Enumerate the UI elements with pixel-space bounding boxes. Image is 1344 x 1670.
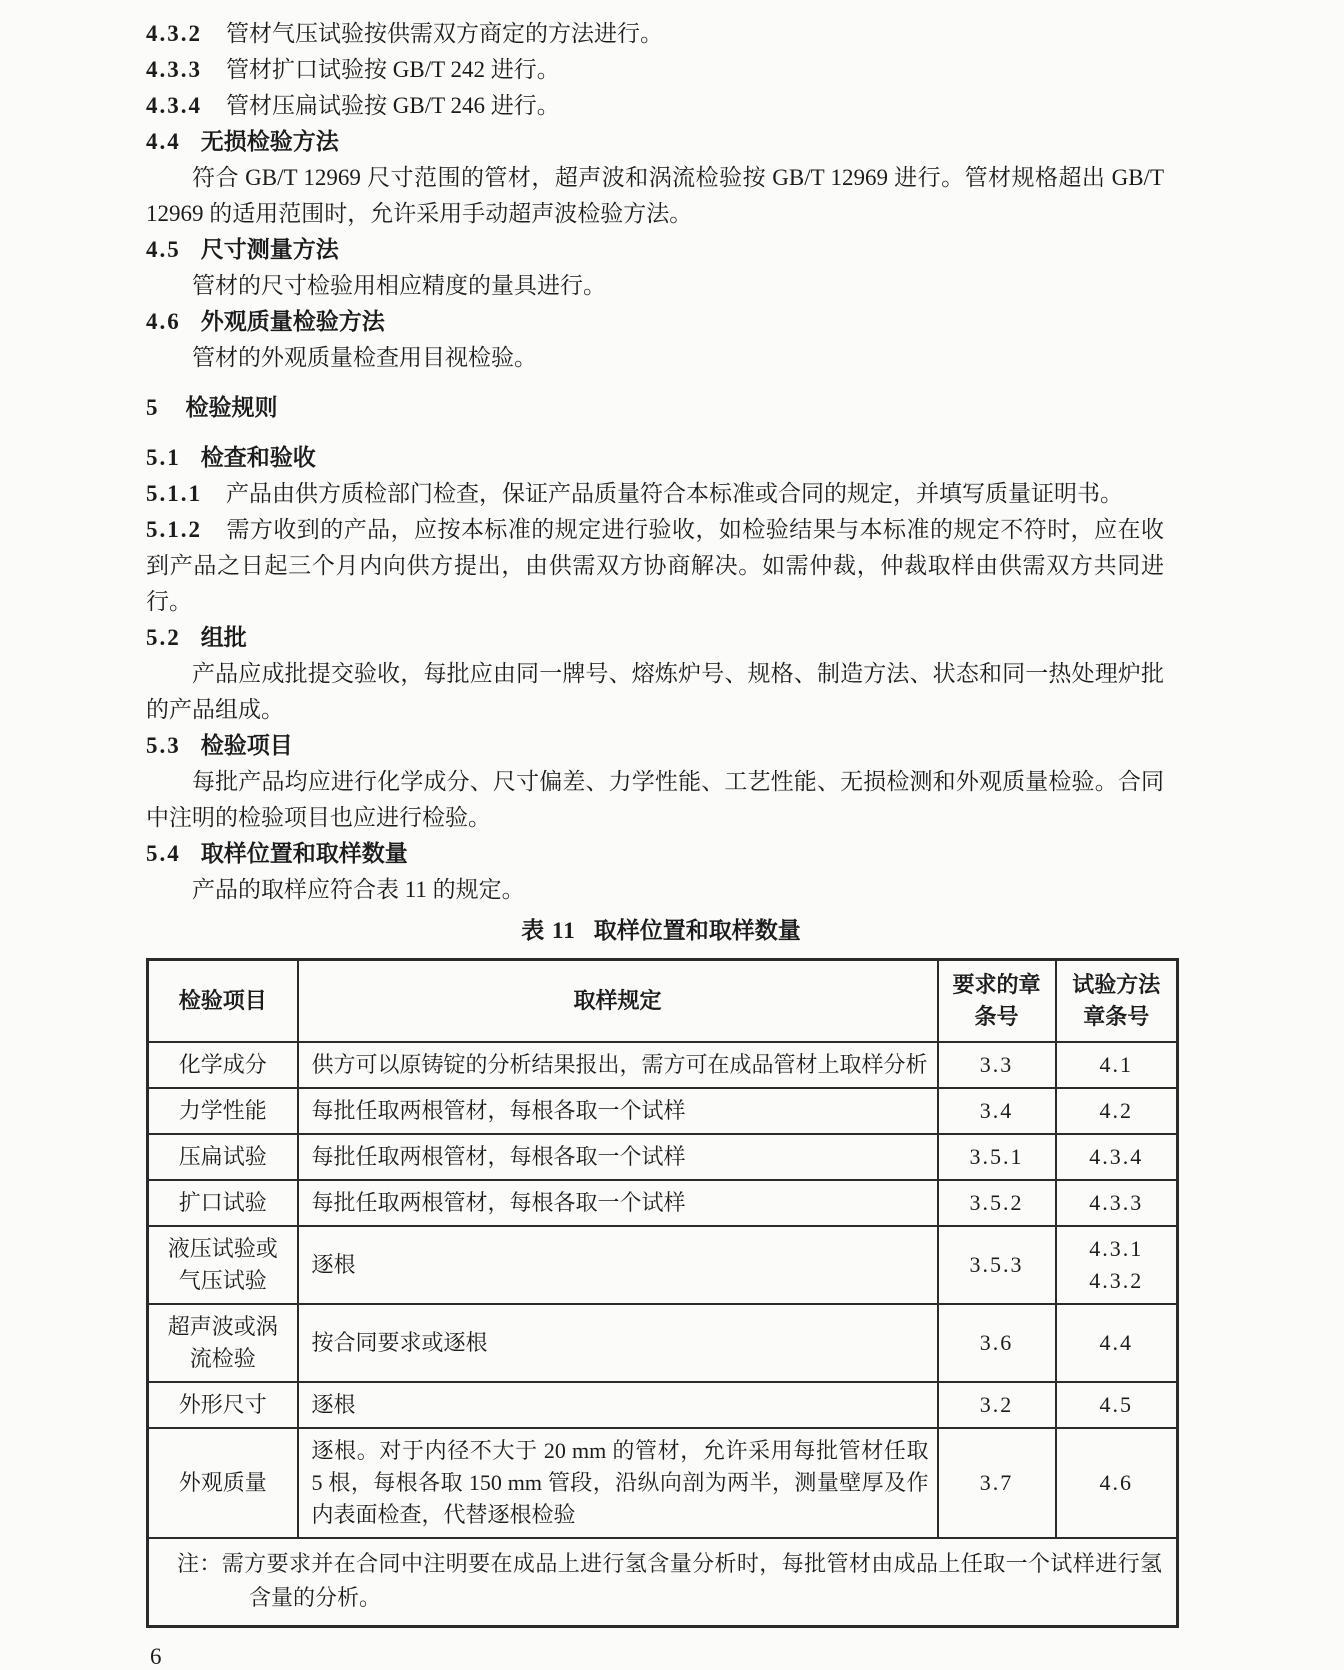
cell-method-line1: 4.3.1 xyxy=(1089,1236,1144,1261)
section-title: 检查和验收 xyxy=(200,445,316,470)
section-title: 检验项目 xyxy=(200,733,293,758)
table-row xyxy=(148,1180,1178,1226)
clause-number: 4.3.3 xyxy=(146,57,202,82)
section-heading-4-6 xyxy=(146,304,1164,340)
cell-item xyxy=(148,1226,298,1304)
clause-number: 4.3.4 xyxy=(146,93,202,118)
section-number: 4.5 xyxy=(146,237,181,262)
section-title: 尺寸测量方法 xyxy=(200,237,339,262)
col-header-method-line1: 试验方法 xyxy=(1072,972,1161,997)
col-header-req-line2: 条号 xyxy=(974,1004,1019,1029)
table-row xyxy=(148,1382,1178,1428)
section-heading-5-4 xyxy=(146,836,1164,872)
cell-method-clause: 4.3.4 xyxy=(1056,1134,1178,1180)
col-header-method-clause xyxy=(1056,960,1178,1043)
cell-item: 力学性能 xyxy=(148,1088,298,1134)
section-number: 4.6 xyxy=(146,309,181,334)
table-label: 表 11 xyxy=(521,918,576,943)
section-heading-5-2 xyxy=(146,620,1164,656)
paragraph-5-3: 每批产品均应进行化学成分、尺寸偏差、力学性能、工艺性能、无损检测和外观质量检验。合同中注明的检验项目也应进行检验。 xyxy=(146,769,1164,830)
section-number: 5.3 xyxy=(146,733,181,758)
paragraph-5-4: 产品的取样应符合表 11 的规定。 xyxy=(192,877,525,902)
cell-item-line2: 气压试验 xyxy=(178,1268,267,1293)
section-heading-5-3 xyxy=(146,728,1164,764)
clause-number: 4.3.2 xyxy=(146,21,202,46)
section-number: 4.4 xyxy=(146,129,181,154)
cell-rule: 按合同要求或逐根 xyxy=(298,1304,938,1382)
cell-rule: 每批任取两根管材，每根各取一个试样 xyxy=(298,1180,938,1226)
section-title: 组批 xyxy=(200,625,247,650)
cell-method-clause: 4.6 xyxy=(1056,1428,1178,1538)
table-row xyxy=(148,1042,1178,1088)
cell-rule: 逐根。对于内径不大于 20 mm 的管材，允许采用每批管材任取 5 根，每根各取 150 mm 管段，沿纵向剖为两半，测量壁厚及作内表面检查，代替逐根检验 xyxy=(298,1428,938,1538)
section-number: 5.4 xyxy=(146,841,181,866)
paragraph-5-2: 产品应成批提交验收，每批应由同一牌号、熔炼炉号、规格、制造方法、状态和同一热处理炉批的产品组成。 xyxy=(146,661,1164,722)
table-note-row xyxy=(148,1538,1178,1627)
chapter-number: 5 xyxy=(146,395,160,420)
col-header-rule: 取样规定 xyxy=(298,960,938,1043)
cell-item: 扩口试验 xyxy=(148,1180,298,1226)
col-header-item: 检验项目 xyxy=(148,960,298,1043)
cell-item: 化学成分 xyxy=(148,1042,298,1088)
table-header-row xyxy=(148,960,1178,1043)
paragraph-4-4: 符合 GB/T 12969 尺寸范围的管材，超声波和涡流检验按 GB/T 12969 进行。管材规格超出 GB/T 12969 的适用范围时，允许采用手动超声波检验方法。 xyxy=(146,165,1164,226)
table-row xyxy=(148,1134,1178,1180)
cell-req-clause: 3.4 xyxy=(938,1088,1056,1134)
clause-number: 5.1.1 xyxy=(146,481,202,506)
clause-5-1-1 xyxy=(146,476,1164,512)
cell-method-clause xyxy=(1056,1226,1178,1304)
cell-req-clause: 3.3 xyxy=(938,1042,1056,1088)
clause-5-1-2 xyxy=(146,512,1164,620)
table-note: 注：需方要求并在合同中注明要在成品上进行氢含量分析时，每批管材由成品上任取一个试样进行氢含量的分析。 xyxy=(148,1538,1178,1627)
clause-text: 管材压扁试验按 GB/T 246 进行。 xyxy=(226,93,560,118)
clause-4-3-2 xyxy=(146,16,1164,52)
table-title-text: 取样位置和取样数量 xyxy=(593,918,801,943)
cell-method-clause: 4.3.3 xyxy=(1056,1180,1178,1226)
section-number: 5.1 xyxy=(146,445,181,470)
chapter-title: 检验规则 xyxy=(185,395,278,420)
clause-4-3-4 xyxy=(146,88,1164,124)
section-heading-4-4 xyxy=(146,124,1164,160)
cell-item: 外观质量 xyxy=(148,1428,298,1538)
section-title: 无损检验方法 xyxy=(200,129,339,154)
cell-item-line1: 液压试验或 xyxy=(167,1236,278,1261)
cell-method-clause: 4.2 xyxy=(1056,1088,1178,1134)
table-11-caption xyxy=(146,914,1176,948)
chapter-heading-5 xyxy=(146,390,1164,426)
cell-req-clause: 3.6 xyxy=(938,1304,1056,1382)
cell-req-clause: 3.5.2 xyxy=(938,1180,1056,1226)
page-number: 6 xyxy=(150,1644,163,1669)
cell-method-clause: 4.4 xyxy=(1056,1304,1178,1382)
cell-item: 外形尺寸 xyxy=(148,1382,298,1428)
cell-rule: 每批任取两根管材，每根各取一个试样 xyxy=(298,1134,938,1180)
cell-method-line2: 4.3.2 xyxy=(1089,1268,1144,1293)
cell-method-clause: 4.5 xyxy=(1056,1382,1178,1428)
col-header-req-clause xyxy=(938,960,1056,1043)
cell-req-clause: 3.2 xyxy=(938,1382,1056,1428)
table-row xyxy=(148,1088,1178,1134)
cell-item: 压扁试验 xyxy=(148,1134,298,1180)
cell-rule: 逐根 xyxy=(298,1226,938,1304)
col-header-req-line1: 要求的章 xyxy=(952,972,1041,997)
cell-rule: 逐根 xyxy=(298,1382,938,1428)
section-heading-5-1 xyxy=(146,440,1164,476)
clause-text: 产品由供方质检部门检查，保证产品质量符合本标准或合同的规定，并填写质量证明书。 xyxy=(226,481,1123,506)
section-title: 取样位置和取样数量 xyxy=(200,841,408,866)
cell-method-clause: 4.1 xyxy=(1056,1042,1178,1088)
cell-req-clause: 3.5.3 xyxy=(938,1226,1056,1304)
cell-item xyxy=(148,1304,298,1382)
table-row xyxy=(148,1304,1178,1382)
cell-req-clause: 3.5.1 xyxy=(938,1134,1056,1180)
table-11 xyxy=(146,958,1179,1628)
cell-req-clause: 3.7 xyxy=(938,1428,1056,1538)
cell-rule: 供方可以原铸锭的分析结果报出，需方可在成品管材上取样分析 xyxy=(298,1042,938,1088)
paragraph-4-5: 管材的尺寸检验用相应精度的量具进行。 xyxy=(192,273,606,298)
table-row xyxy=(148,1428,1178,1538)
clause-4-3-3 xyxy=(146,52,1164,88)
table-11-block xyxy=(146,914,1176,1628)
clause-number: 5.1.2 xyxy=(146,517,202,542)
clause-text: 管材气压试验按供需双方商定的方法进行。 xyxy=(226,21,663,46)
table-row xyxy=(148,1226,1178,1304)
col-header-method-line2: 章条号 xyxy=(1083,1004,1150,1029)
section-number: 5.2 xyxy=(146,625,181,650)
section-heading-4-5 xyxy=(146,232,1164,268)
cell-rule: 每批任取两根管材，每根各取一个试样 xyxy=(298,1088,938,1134)
clause-text: 需方收到的产品，应按本标准的规定进行验收，如检验结果与本标准的规定不符时，应在收到产品之日起三个月内向供方提出，由供需双方协商解决。如需仲裁，仲裁取样由供需双方共同进行。 xyxy=(146,517,1164,614)
clause-text: 管材扩口试验按 GB/T 242 进行。 xyxy=(226,57,560,82)
section-title: 外观质量检验方法 xyxy=(200,309,385,334)
paragraph-4-6: 管材的外观质量检查用目视检验。 xyxy=(192,345,537,370)
cell-item-line1: 超声波或涡 xyxy=(167,1314,278,1339)
cell-item-line2: 流检验 xyxy=(189,1346,256,1371)
